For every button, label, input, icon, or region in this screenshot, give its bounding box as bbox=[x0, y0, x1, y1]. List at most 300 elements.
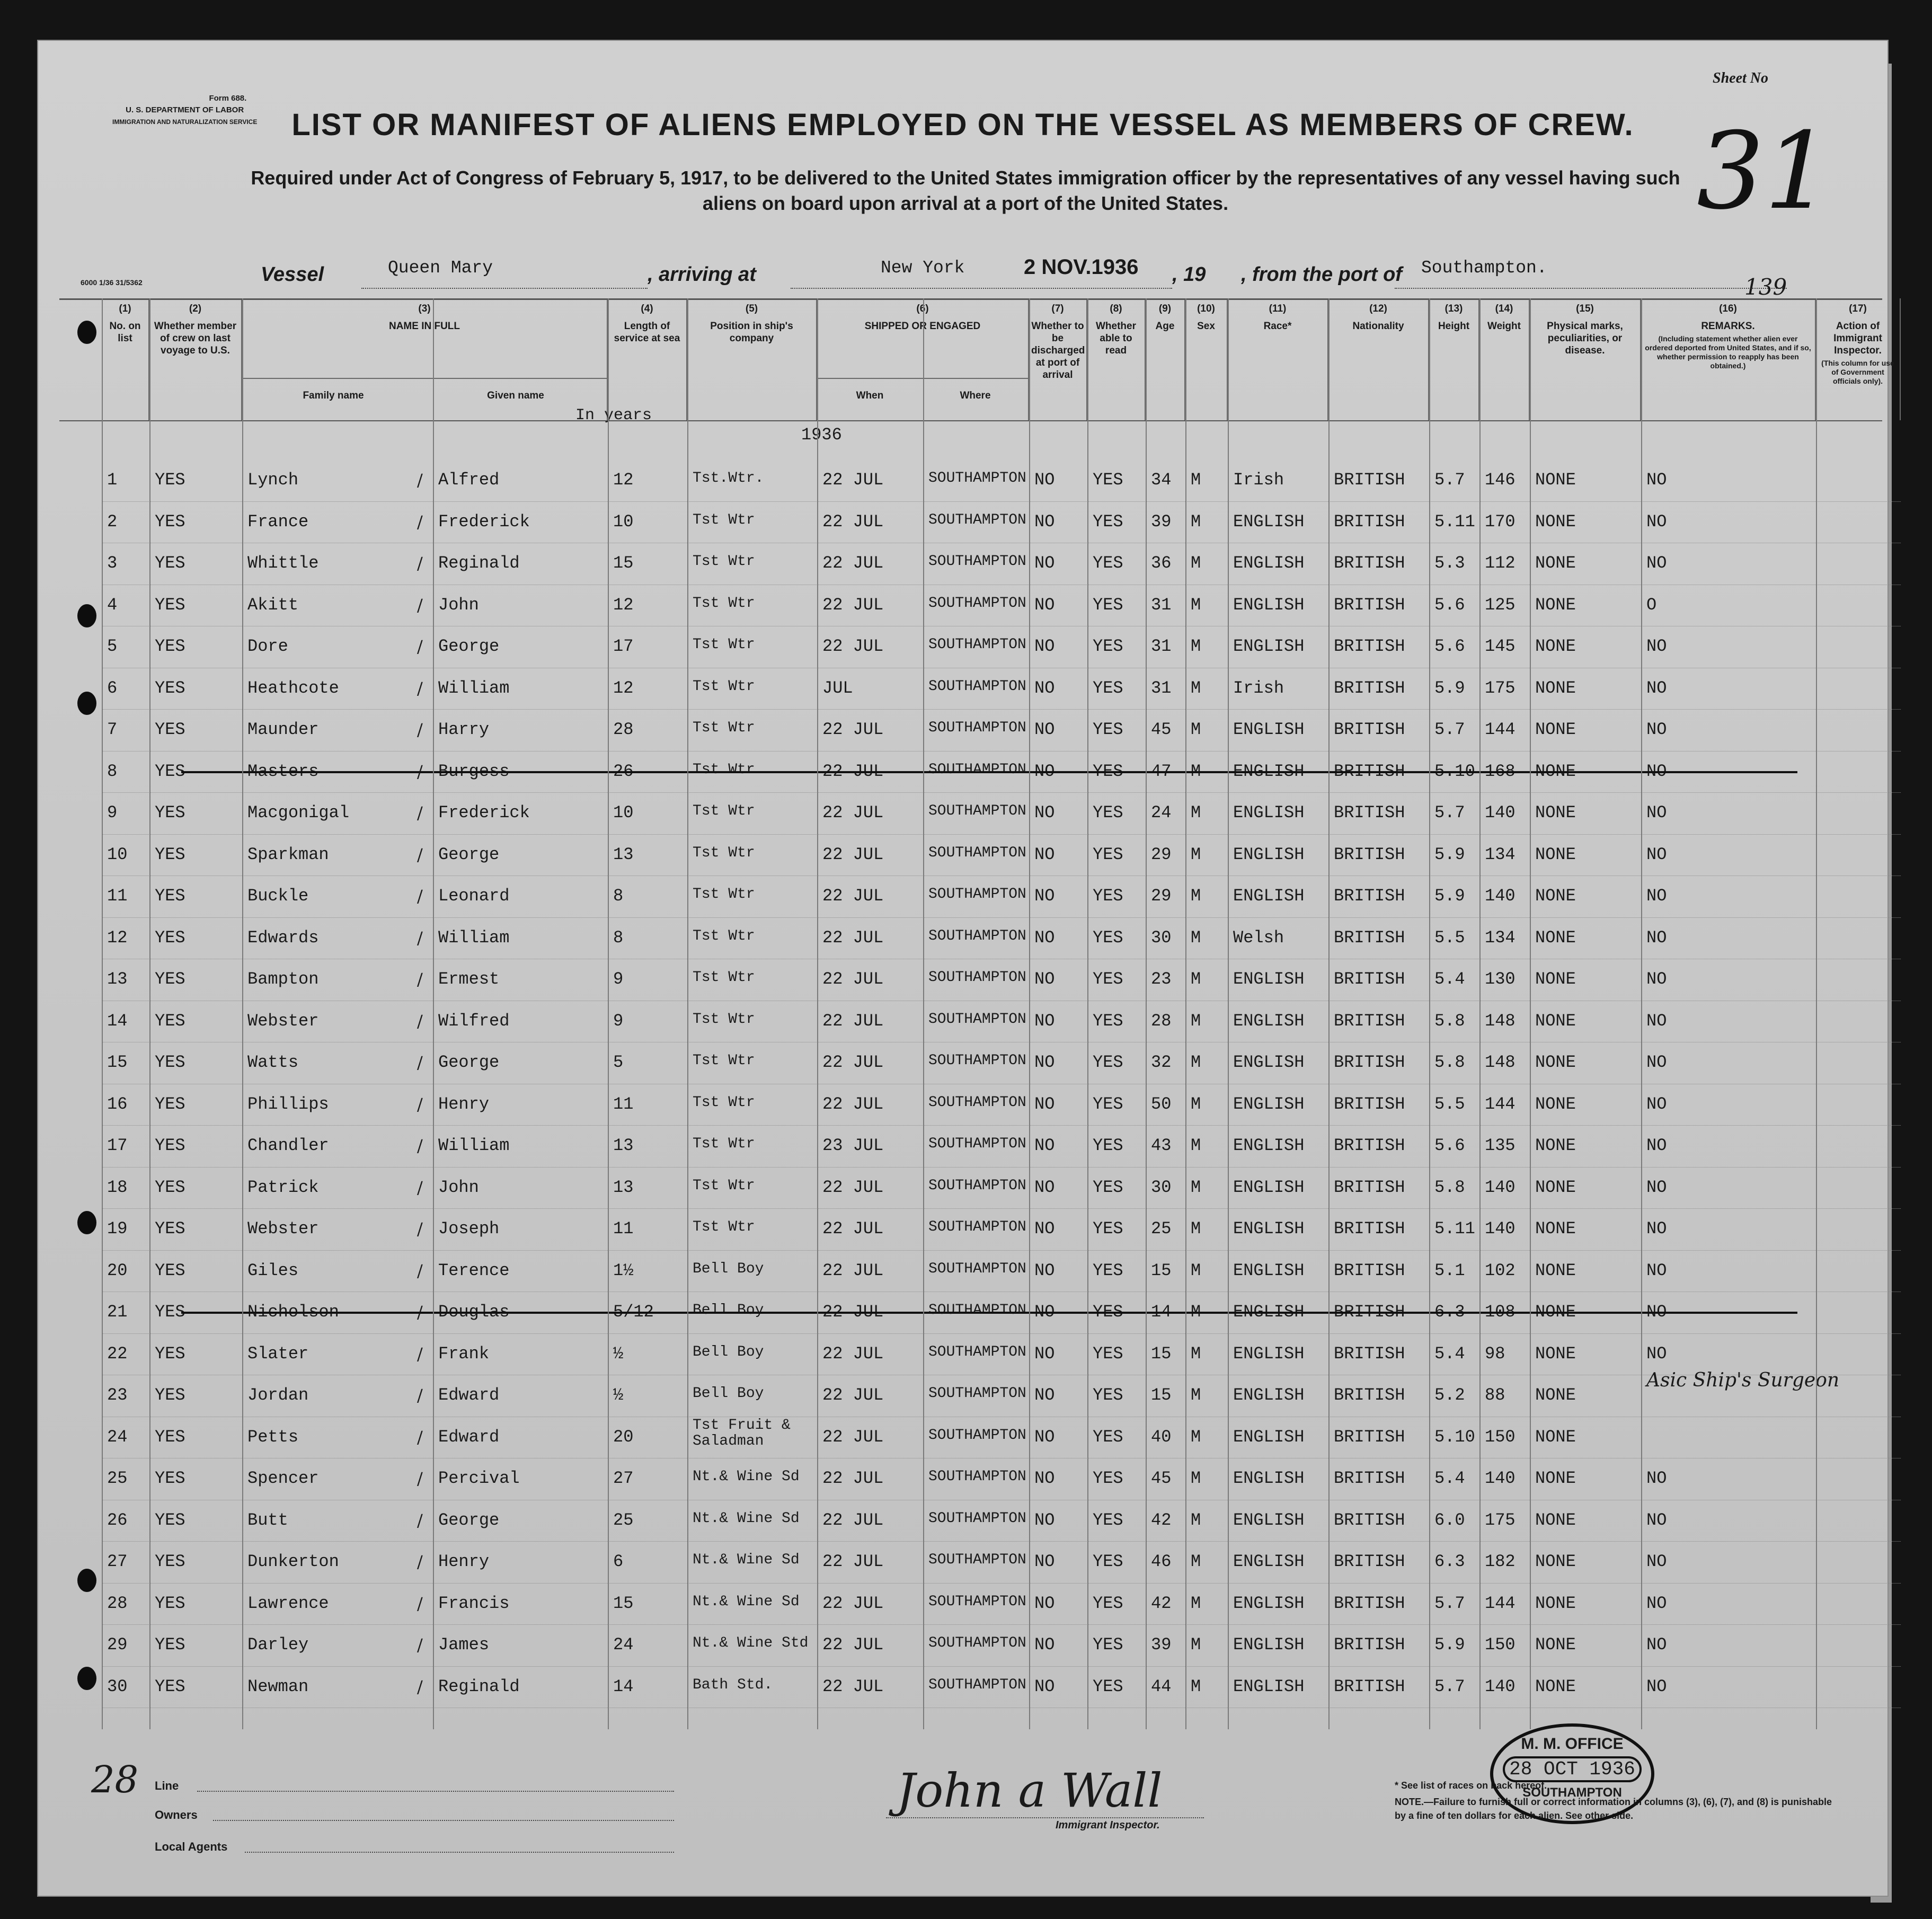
cell-marks: NONE bbox=[1535, 1676, 1576, 1696]
cell-age: 40 bbox=[1151, 1427, 1172, 1447]
table-row bbox=[38, 1458, 1850, 1499]
cell-family: Macgonigal bbox=[247, 803, 350, 823]
cell-age: 36 bbox=[1151, 553, 1172, 573]
cell-age: 45 bbox=[1151, 1469, 1172, 1488]
cell-position: Tst Wtr bbox=[693, 886, 755, 903]
cell-discharged: NO bbox=[1034, 1177, 1055, 1197]
check-mark: / bbox=[417, 1427, 423, 1447]
cell-family: Akitt bbox=[247, 595, 299, 615]
cell-discharged: NO bbox=[1034, 761, 1055, 781]
check-mark: / bbox=[417, 1302, 423, 1322]
cell-read: YES bbox=[1093, 1219, 1123, 1239]
cell-discharged: NO bbox=[1034, 1427, 1055, 1447]
cell-given: Alfred / bbox=[417, 470, 500, 490]
cell-discharged: NO bbox=[1034, 1219, 1055, 1239]
cell-nat: BRITISH bbox=[1334, 1219, 1405, 1239]
cell-last: YES bbox=[155, 1260, 185, 1280]
check-mark: / bbox=[417, 1552, 423, 1572]
cell-sex: M bbox=[1191, 1676, 1201, 1696]
column-rule bbox=[102, 298, 103, 1729]
cell-height: 5.9 bbox=[1434, 678, 1465, 698]
cell-when: 22 JUL bbox=[822, 1011, 884, 1031]
table-row bbox=[38, 585, 1850, 626]
cell-nat: BRITISH bbox=[1334, 1136, 1405, 1155]
cell-given: Douglas / bbox=[417, 1302, 510, 1322]
cell-nat: BRITISH bbox=[1334, 886, 1405, 906]
cell-discharged: NO bbox=[1034, 720, 1055, 739]
cell-nat: BRITISH bbox=[1334, 1510, 1405, 1530]
cell-last: YES bbox=[155, 1469, 185, 1488]
cell-when: 22 JUL bbox=[822, 511, 884, 532]
cell-position: Tst Wtr bbox=[693, 1053, 755, 1069]
cell-where: SOUTHAMPTON bbox=[928, 1011, 1026, 1028]
cell-discharged: NO bbox=[1034, 470, 1055, 490]
binder-hole bbox=[77, 1569, 96, 1592]
cell-position: Tst Fruit & Saladman bbox=[693, 1417, 791, 1449]
footnote-note: NOTE.—Failure to furnish full or correct information in columns (3), (6), (7), and (8) is punishable by a fine of ten dollars for each alien. See other side. bbox=[1395, 1797, 1832, 1821]
cell-nat: BRITISH bbox=[1334, 803, 1405, 823]
cell-position: Nt.& Wine Sd bbox=[693, 1593, 800, 1610]
cell-marks: NONE bbox=[1535, 1469, 1576, 1488]
stamp-bottom-text: SOUTHAMPTON bbox=[1522, 1785, 1622, 1800]
cell-nat: BRITISH bbox=[1334, 1302, 1405, 1322]
column-number: (9) bbox=[1158, 303, 1172, 314]
cell-remarks: NO bbox=[1646, 1552, 1667, 1571]
cell-sex: M bbox=[1191, 1260, 1201, 1280]
cell-read: YES bbox=[1093, 1635, 1123, 1655]
binder-hole bbox=[77, 604, 96, 627]
cell-position: Bath Std. bbox=[693, 1676, 773, 1693]
cell-discharged: NO bbox=[1034, 927, 1055, 948]
cell-nat: BRITISH bbox=[1334, 470, 1405, 490]
cell-when: 22 JUL bbox=[822, 1385, 884, 1405]
cell-height: 5.11 bbox=[1434, 511, 1475, 532]
column-number: (16) bbox=[1719, 303, 1737, 314]
cell-height: 5.6 bbox=[1434, 1136, 1465, 1155]
cell-sex: M bbox=[1191, 1219, 1201, 1239]
stamp-top-text: M. M. OFFICE bbox=[1521, 1735, 1624, 1753]
cell-where: SOUTHAMPTON bbox=[928, 886, 1026, 903]
cell-nat: BRITISH bbox=[1334, 553, 1405, 573]
page-subtitle: Required under Act of Congress of February 5, 1917, to be delivered to the United States immigration officer by the representatives of any vessel having such aliens on board upon arrival at a port of the United States. bbox=[251, 167, 1680, 214]
check-mark: / bbox=[417, 1593, 423, 1614]
header-top-rule bbox=[59, 298, 1882, 300]
cell-when: 22 JUL bbox=[822, 553, 884, 573]
cell-sex: M bbox=[1191, 886, 1201, 906]
cell-last: YES bbox=[155, 553, 185, 573]
cell-last: YES bbox=[155, 803, 185, 823]
cell-family: Newman bbox=[247, 1676, 309, 1696]
cell-service: 10 bbox=[613, 511, 634, 532]
cell-nat: BRITISH bbox=[1334, 844, 1405, 864]
cell-read: YES bbox=[1093, 1343, 1123, 1364]
cell-weight: 170 bbox=[1485, 511, 1516, 532]
cell-remarks: NO bbox=[1646, 969, 1667, 989]
cell-when: 22 JUL bbox=[822, 1260, 884, 1280]
cell-no: 3 bbox=[107, 553, 118, 573]
column-label: Whether to be discharged at port of arrival bbox=[1031, 321, 1085, 381]
column-rule bbox=[1087, 298, 1088, 1729]
column-header bbox=[1641, 298, 1816, 420]
column-header bbox=[687, 298, 817, 420]
check-mark: / bbox=[417, 1510, 423, 1531]
cell-service: 17 bbox=[613, 636, 634, 656]
cell-where: SOUTHAMPTON bbox=[928, 1302, 1026, 1319]
cell-weight: 134 bbox=[1485, 927, 1516, 948]
cell-service: 14 bbox=[613, 1676, 634, 1696]
cell-last: YES bbox=[155, 886, 185, 906]
cell-sex: M bbox=[1191, 595, 1201, 615]
cell-last: YES bbox=[155, 1177, 185, 1197]
cell-given: Edward / bbox=[417, 1427, 500, 1447]
cell-nat: BRITISH bbox=[1334, 1676, 1405, 1696]
cell-nat: BRITISH bbox=[1334, 1011, 1405, 1031]
cell-race: ENGLISH bbox=[1233, 1593, 1305, 1613]
check-mark: / bbox=[417, 761, 423, 782]
cell-race: ENGLISH bbox=[1233, 1094, 1305, 1114]
signature-underline bbox=[886, 1817, 1204, 1818]
cell-read: YES bbox=[1093, 1385, 1123, 1405]
table-row bbox=[38, 1084, 1850, 1125]
cell-service: 8 bbox=[613, 886, 624, 906]
cell-remarks: NO bbox=[1646, 761, 1667, 781]
cell-given: Henry / bbox=[417, 1094, 490, 1115]
cell-no: 2 bbox=[107, 511, 118, 532]
cell-given: Francis / bbox=[417, 1593, 510, 1614]
cell-marks: NONE bbox=[1535, 969, 1576, 989]
column-label: SHIPPED OR ENGAGED bbox=[864, 321, 981, 332]
cell-no: 12 bbox=[107, 927, 128, 948]
cell-height: 5.9 bbox=[1434, 886, 1465, 906]
cell-race: ENGLISH bbox=[1233, 1676, 1305, 1696]
cell-given: William / bbox=[417, 678, 510, 698]
cell-sex: M bbox=[1191, 470, 1201, 490]
year-label: , 19 bbox=[1172, 263, 1206, 286]
cell-height: 5.10 bbox=[1434, 761, 1475, 781]
cell-no: 13 bbox=[107, 969, 128, 989]
cell-age: 50 bbox=[1151, 1094, 1172, 1114]
cell-last: YES bbox=[155, 761, 185, 781]
cell-weight: 146 bbox=[1485, 470, 1516, 490]
cell-nat: BRITISH bbox=[1334, 927, 1405, 948]
column-label: Action of Immigrant Inspector. bbox=[1833, 321, 1882, 356]
cell-sex: M bbox=[1191, 1635, 1201, 1655]
column-label: Nationality bbox=[1352, 321, 1404, 332]
cell-remarks: NO bbox=[1646, 1593, 1667, 1613]
cell-no: 10 bbox=[107, 844, 128, 864]
cell-no: 23 bbox=[107, 1385, 128, 1405]
cell-service: 25 bbox=[613, 1510, 634, 1530]
cell-where: SOUTHAMPTON bbox=[928, 553, 1026, 570]
cell-weight: 148 bbox=[1485, 1011, 1516, 1031]
cell-remarks: NO bbox=[1646, 1219, 1667, 1239]
cell-no: 17 bbox=[107, 1136, 128, 1155]
stamp-date: 28 OCT 1936 bbox=[1503, 1756, 1642, 1782]
cell-position: Tst Wtr bbox=[693, 1136, 755, 1152]
binder-hole bbox=[77, 692, 96, 715]
cell-weight: 175 bbox=[1485, 678, 1516, 698]
cell-position: Bell Boy bbox=[693, 1302, 764, 1319]
cell-weight: 140 bbox=[1485, 1469, 1516, 1488]
column-number: (15) bbox=[1576, 303, 1594, 314]
cell-where: SOUTHAMPTON bbox=[928, 1427, 1026, 1444]
cell-where: SOUTHAMPTON bbox=[928, 1260, 1026, 1277]
cell-weight: 134 bbox=[1485, 844, 1516, 864]
column-number: (10) bbox=[1197, 303, 1215, 314]
cell-family: Buckle bbox=[247, 886, 309, 906]
cell-position: Tst.Wtr. bbox=[693, 470, 764, 487]
cell-marks: NONE bbox=[1535, 470, 1576, 490]
cell-no: 24 bbox=[107, 1427, 128, 1447]
cell-where: SOUTHAMPTON bbox=[928, 1552, 1026, 1568]
cell-when: 22 JUL bbox=[822, 1552, 884, 1571]
cell-read: YES bbox=[1093, 761, 1123, 781]
cell-remarks: NO bbox=[1646, 1094, 1667, 1114]
cell-discharged: NO bbox=[1034, 1552, 1055, 1571]
cell-position: Tst Wtr bbox=[693, 844, 755, 861]
cell-no: 22 bbox=[107, 1343, 128, 1364]
column-label: Position in ship's company bbox=[710, 321, 793, 344]
cell-where: SOUTHAMPTON bbox=[928, 1635, 1026, 1651]
cell-discharged: NO bbox=[1034, 886, 1055, 906]
check-mark: / bbox=[417, 678, 423, 698]
cell-height: 5.8 bbox=[1434, 1177, 1465, 1197]
cell-family: Whittle bbox=[247, 553, 319, 573]
cell-service: 6 bbox=[613, 1552, 624, 1571]
cell-position: Nt.& Wine Sd bbox=[693, 1510, 800, 1527]
column-sublabel: When bbox=[856, 390, 884, 401]
cell-remarks: NO bbox=[1646, 1635, 1667, 1655]
cell-given: Joseph / bbox=[417, 1219, 500, 1239]
cell-read: YES bbox=[1093, 1552, 1123, 1571]
cell-age: 47 bbox=[1151, 761, 1172, 781]
cell-marks: NONE bbox=[1535, 886, 1576, 906]
cell-nat: BRITISH bbox=[1334, 678, 1405, 698]
cell-discharged: NO bbox=[1034, 1593, 1055, 1613]
cell-no: 9 bbox=[107, 803, 118, 823]
cell-marks: NONE bbox=[1535, 803, 1576, 823]
cell-last: YES bbox=[155, 1676, 185, 1696]
cell-weight: 150 bbox=[1485, 1635, 1516, 1655]
cell-read: YES bbox=[1093, 1676, 1123, 1696]
sheet-number-label: Sheet No bbox=[1713, 70, 1768, 86]
column-label: Height bbox=[1438, 321, 1470, 332]
cell-when: 22 JUL bbox=[822, 720, 884, 739]
cell-read: YES bbox=[1093, 511, 1123, 532]
cell-family: Patrick bbox=[247, 1177, 319, 1197]
cell-nat: BRITISH bbox=[1334, 1177, 1405, 1197]
cell-no: 28 bbox=[107, 1593, 128, 1613]
page-reference: 139 bbox=[1744, 274, 1787, 300]
column-header bbox=[1328, 298, 1429, 420]
cell-when: 22 JUL bbox=[822, 1427, 884, 1447]
column-number: (6) bbox=[916, 303, 929, 314]
cell-read: YES bbox=[1093, 1593, 1123, 1613]
cell-weight: 135 bbox=[1485, 1136, 1516, 1155]
from-port: Southampton. bbox=[1421, 258, 1547, 278]
cell-when: 22 JUL bbox=[822, 927, 884, 948]
cell-race: ENGLISH bbox=[1233, 886, 1305, 906]
cell-read: YES bbox=[1093, 553, 1123, 573]
cell-read: YES bbox=[1093, 1011, 1123, 1031]
cell-service: ½ bbox=[613, 1385, 624, 1405]
cell-given: Percival / bbox=[417, 1469, 520, 1489]
cell-height: 5.5 bbox=[1434, 927, 1465, 948]
cell-race: Irish bbox=[1233, 678, 1284, 698]
column-rule bbox=[1479, 298, 1481, 1729]
cell-given: Wilfred / bbox=[417, 1011, 510, 1031]
owners-label: Owners bbox=[155, 1808, 198, 1821]
cell-position: Tst Wtr bbox=[693, 720, 755, 736]
cell-height: 5.1 bbox=[1434, 1260, 1465, 1280]
column-number: (8) bbox=[1110, 303, 1122, 314]
cell-nat: BRITISH bbox=[1334, 761, 1405, 781]
cell-age: 14 bbox=[1151, 1302, 1172, 1322]
column-note: (Including statement whether alien ever ordered deported from United States, and if so, whether permission to reapply has been obtained.) bbox=[1645, 334, 1811, 370]
cell-race: ENGLISH bbox=[1233, 1053, 1305, 1072]
cell-read: YES bbox=[1093, 636, 1123, 656]
cell-remarks: Asic Ship's Surgeon bbox=[1646, 1369, 1840, 1391]
cell-race: ENGLISH bbox=[1233, 595, 1305, 615]
check-mark: / bbox=[417, 595, 423, 615]
cell-discharged: NO bbox=[1034, 1343, 1055, 1364]
cell-service: 5/12 bbox=[613, 1302, 654, 1322]
cell-race: ENGLISH bbox=[1233, 553, 1305, 573]
cell-given: Harry / bbox=[417, 720, 490, 740]
cell-last: YES bbox=[155, 636, 185, 656]
cell-race: ENGLISH bbox=[1233, 511, 1305, 532]
cell-family: Heathcote bbox=[247, 678, 339, 698]
cell-race: ENGLISH bbox=[1233, 1260, 1305, 1280]
cell-age: 29 bbox=[1151, 886, 1172, 906]
cell-where: SOUTHAMPTON bbox=[928, 1676, 1026, 1693]
check-mark: / bbox=[417, 1676, 423, 1697]
cell-marks: NONE bbox=[1535, 1427, 1576, 1447]
table-row bbox=[38, 501, 1850, 543]
cell-read: YES bbox=[1093, 927, 1123, 948]
cell-marks: NONE bbox=[1535, 927, 1576, 948]
cell-family: Sparkman bbox=[247, 844, 329, 864]
cell-race: ENGLISH bbox=[1233, 636, 1305, 656]
cell-race: Welsh bbox=[1233, 927, 1284, 948]
cell-family: Slater bbox=[247, 1343, 309, 1364]
cell-read: YES bbox=[1093, 1136, 1123, 1155]
cell-remarks: O bbox=[1646, 595, 1657, 615]
column-rule bbox=[242, 298, 243, 1729]
table-row bbox=[38, 1042, 1850, 1083]
cell-last: YES bbox=[155, 927, 185, 948]
cell-family: Dore bbox=[247, 636, 288, 656]
check-mark: / bbox=[417, 511, 423, 532]
table-row bbox=[38, 626, 1850, 667]
check-mark: / bbox=[417, 886, 423, 906]
cell-given: George / bbox=[417, 1510, 500, 1531]
cell-last: YES bbox=[155, 1593, 185, 1613]
column-header bbox=[608, 298, 687, 420]
cell-service: 28 bbox=[613, 720, 634, 739]
cell-weight: 130 bbox=[1485, 969, 1516, 989]
cell-height: 5.3 bbox=[1434, 553, 1465, 573]
column-number: (1) bbox=[119, 303, 131, 314]
cell-weight: 145 bbox=[1485, 636, 1516, 656]
column-number: (14) bbox=[1495, 303, 1513, 314]
check-mark: / bbox=[417, 1343, 423, 1364]
cell-family: Webster bbox=[247, 1219, 319, 1239]
cell-given: George / bbox=[417, 1053, 500, 1073]
cell-when: 22 JUL bbox=[822, 1510, 884, 1530]
table-row bbox=[38, 709, 1850, 750]
cell-no: 7 bbox=[107, 720, 118, 739]
cell-where: SOUTHAMPTON bbox=[928, 969, 1026, 986]
cell-service: ½ bbox=[613, 1343, 624, 1364]
cell-age: 28 bbox=[1151, 1011, 1172, 1031]
cell-height: 5.4 bbox=[1434, 969, 1465, 989]
cell-family: Jordan bbox=[247, 1385, 309, 1405]
cell-when: 22 JUL bbox=[822, 803, 884, 823]
cell-nat: BRITISH bbox=[1334, 1635, 1405, 1655]
column-header bbox=[1228, 298, 1328, 420]
cell-race: ENGLISH bbox=[1233, 1510, 1305, 1530]
cell-no: 19 bbox=[107, 1219, 128, 1239]
cell-service: 26 bbox=[613, 761, 634, 781]
cell-sex: M bbox=[1191, 1136, 1201, 1155]
table-row bbox=[38, 917, 1850, 959]
cell-where: SOUTHAMPTON bbox=[928, 927, 1026, 944]
table-row bbox=[38, 1369, 1850, 1416]
check-mark: / bbox=[417, 553, 423, 573]
column-number: (7) bbox=[1051, 303, 1064, 314]
cell-sex: M bbox=[1191, 511, 1201, 532]
cell-age: 31 bbox=[1151, 595, 1172, 615]
table-row bbox=[38, 834, 1850, 876]
vessel-name: Queen Mary bbox=[388, 258, 493, 278]
cell-weight: 88 bbox=[1485, 1385, 1505, 1405]
cell-height: 5.6 bbox=[1434, 595, 1465, 615]
cell-no: 30 bbox=[107, 1676, 128, 1696]
cell-weight: 125 bbox=[1485, 595, 1516, 615]
cell-position: Nt.& Wine Sd bbox=[693, 1552, 800, 1568]
binder-hole bbox=[77, 1667, 96, 1690]
cell-nat: BRITISH bbox=[1334, 720, 1405, 739]
cell-where: SOUTHAMPTON bbox=[928, 636, 1026, 653]
cell-remarks: NO bbox=[1646, 844, 1667, 864]
cell-nat: BRITISH bbox=[1334, 1385, 1405, 1405]
cell-read: YES bbox=[1093, 844, 1123, 864]
cell-discharged: NO bbox=[1034, 1260, 1055, 1280]
cell-height: 6.0 bbox=[1434, 1510, 1465, 1530]
cell-sex: M bbox=[1191, 678, 1201, 698]
cell-weight: 175 bbox=[1485, 1510, 1516, 1530]
cell-age: 25 bbox=[1151, 1219, 1172, 1239]
cell-last: YES bbox=[155, 1302, 185, 1322]
cell-service: 11 bbox=[613, 1094, 634, 1114]
cell-remarks: NO bbox=[1646, 511, 1667, 532]
column-rule bbox=[1185, 298, 1186, 1729]
cell-sex: M bbox=[1191, 927, 1201, 948]
cell-marks: NONE bbox=[1535, 761, 1576, 781]
cell-read: YES bbox=[1093, 803, 1123, 823]
cell-race: ENGLISH bbox=[1233, 1635, 1305, 1655]
cell-discharged: NO bbox=[1034, 1053, 1055, 1072]
cell-given: Reginald / bbox=[417, 553, 520, 573]
cell-weight: 98 bbox=[1485, 1343, 1505, 1364]
cell-remarks: NO bbox=[1646, 1177, 1667, 1197]
cell-given: William / bbox=[417, 927, 510, 948]
cell-no: 27 bbox=[107, 1552, 128, 1571]
cell-where: SOUTHAMPTON bbox=[928, 1053, 1026, 1069]
table-row bbox=[38, 1250, 1850, 1292]
cell-given: George / bbox=[417, 844, 500, 865]
